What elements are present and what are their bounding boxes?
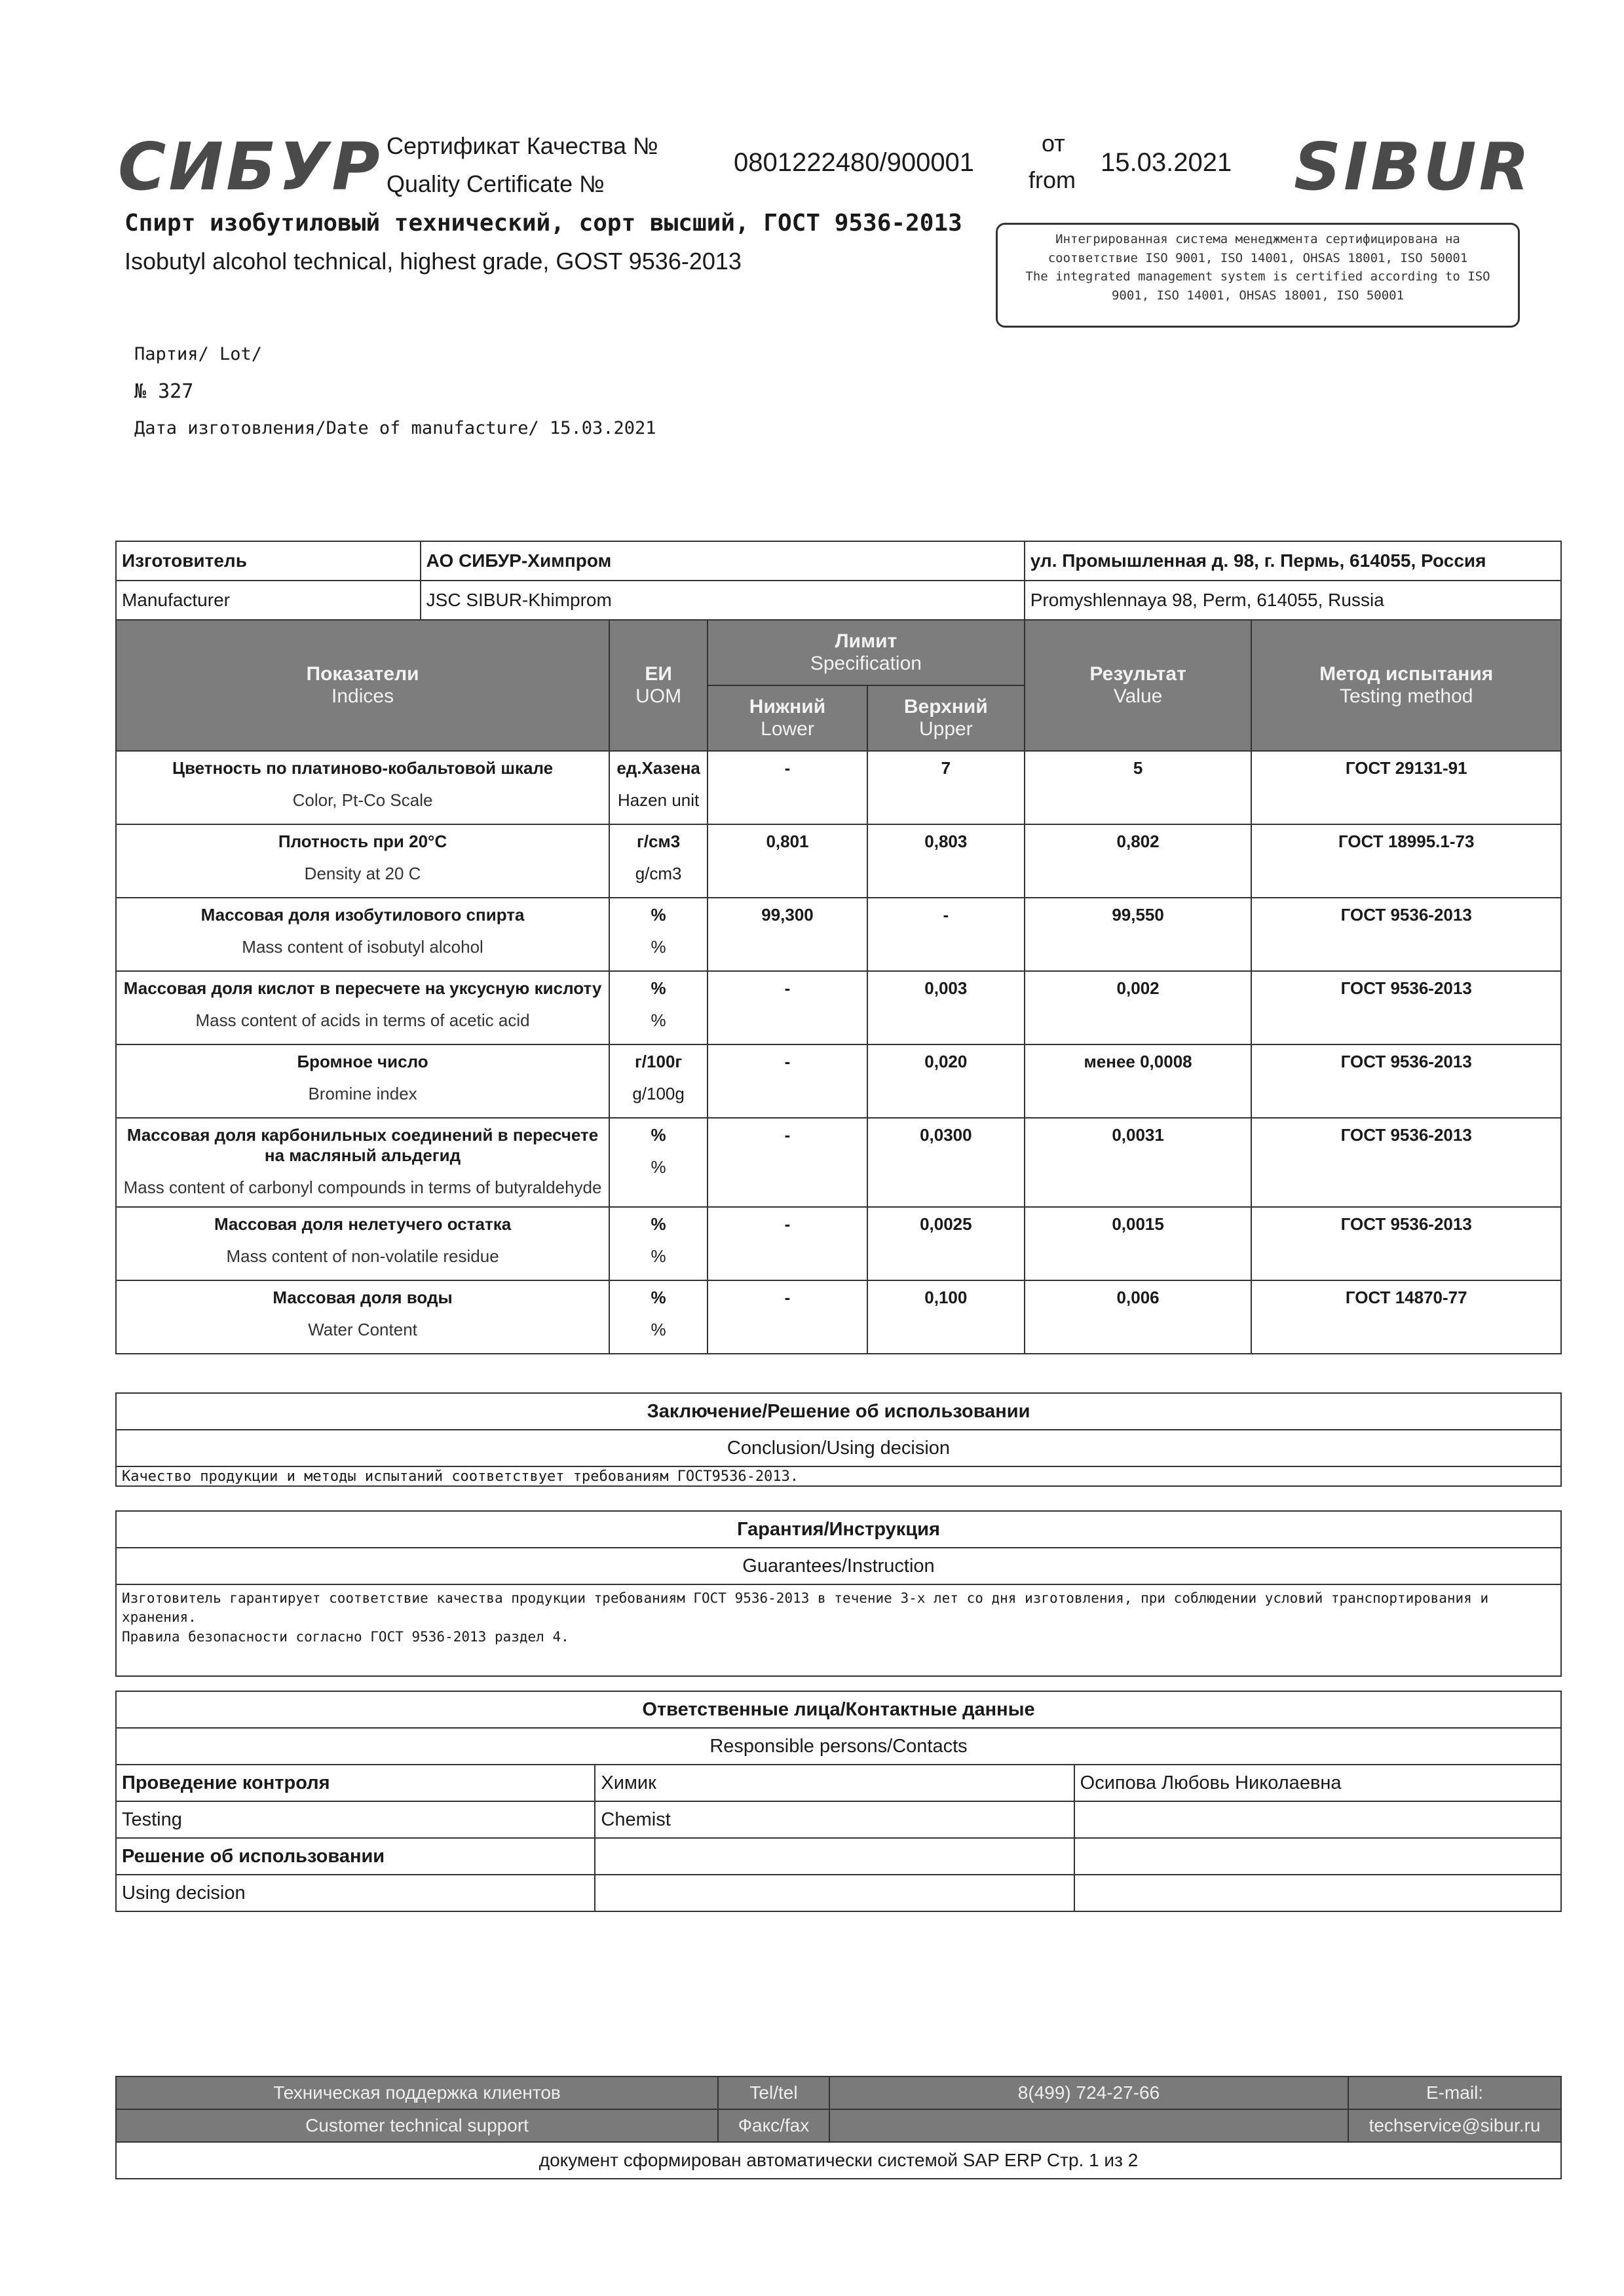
upper-cell bbox=[867, 1207, 1025, 1280]
header-uom-en: UOM bbox=[635, 685, 682, 707]
index-cell bbox=[116, 971, 609, 1044]
method-cell bbox=[1251, 1280, 1561, 1354]
table-row bbox=[116, 1280, 1561, 1354]
testing-label-ru: Проведение контроля bbox=[116, 1765, 595, 1801]
manufacturer-name-ru: АО СИБУР-Химпром bbox=[421, 541, 1025, 581]
index-cell bbox=[116, 1280, 609, 1354]
result-value: 5 bbox=[1133, 758, 1143, 778]
cert-number: 0801222480/900001 bbox=[734, 148, 975, 177]
manufacturer-row-en bbox=[116, 581, 1561, 620]
table-row bbox=[116, 824, 1561, 898]
table-row bbox=[116, 751, 1561, 824]
result-value: 99,550 bbox=[1112, 905, 1164, 925]
lower-value: - bbox=[784, 1288, 791, 1307]
manufacturer-label-en: Manufacturer bbox=[116, 581, 421, 620]
index-name-ru: Массовая доля кислот в пересчете на уксусную кислоту bbox=[123, 978, 602, 998]
value-cell bbox=[1025, 824, 1252, 898]
contacts-title-en: Responsible persons/Contacts bbox=[116, 1728, 1561, 1765]
lot-number: № 327 bbox=[134, 380, 194, 403]
email-label: E-mail: bbox=[1348, 2076, 1561, 2109]
empty-cell bbox=[595, 1875, 1074, 1911]
table-row bbox=[116, 898, 1561, 971]
uom-ru: г/100г bbox=[634, 1052, 683, 1071]
lower-value: - bbox=[784, 1125, 791, 1145]
method-value: ГОСТ 9536-2013 bbox=[1340, 978, 1472, 998]
uom-ru: % bbox=[651, 978, 666, 998]
manufacturer-address-ru: ул. Промышленная д. 98, г. Пермь, 614055, Россия bbox=[1025, 541, 1561, 581]
conclusion-text: Качество продукции и методы испытаний соответствует требованиям ГОСТ9536-2013. bbox=[116, 1466, 1561, 1486]
iso-certification-box bbox=[996, 223, 1520, 328]
method-value: ГОСТ 9536-2013 bbox=[1340, 1214, 1472, 1234]
upper-value: 0,0300 bbox=[920, 1125, 972, 1145]
result-value: 0,002 bbox=[1116, 978, 1160, 998]
uom-cell bbox=[609, 751, 708, 824]
index-cell bbox=[116, 1207, 609, 1280]
uom-ru: г/см3 bbox=[636, 832, 681, 851]
upper-value: 0,003 bbox=[924, 978, 968, 998]
index-cell bbox=[116, 1044, 609, 1118]
role-en: Chemist bbox=[595, 1801, 1074, 1838]
contacts-table bbox=[115, 1691, 1562, 1912]
header-upper-en: Upper bbox=[918, 718, 973, 740]
header-method-en: Testing method bbox=[1339, 685, 1473, 707]
header-indices-en: Indices bbox=[331, 685, 394, 707]
email-address[interactable]: techservice@sibur.ru bbox=[1348, 2109, 1561, 2142]
upper-cell bbox=[867, 1118, 1025, 1207]
method-value: ГОСТ 29131-91 bbox=[1345, 758, 1467, 778]
uom-cell bbox=[609, 1280, 708, 1354]
header-limit-en: Specification bbox=[810, 653, 922, 674]
index-name-en: Mass content of carbonyl compounds in terms of butyraldehyde bbox=[123, 1177, 602, 1197]
lower-cell bbox=[708, 824, 867, 898]
conclusion-title-en: Conclusion/Using decision bbox=[116, 1430, 1561, 1466]
header-upper bbox=[867, 685, 1025, 751]
index-cell bbox=[116, 898, 609, 971]
upper-value: 0,100 bbox=[924, 1288, 968, 1307]
manufacturer-name-en: JSC SIBUR-Khimprom bbox=[421, 581, 1025, 620]
header-limit-ru: Лимит bbox=[835, 630, 897, 652]
uom-en: % bbox=[651, 1010, 666, 1030]
cert-title-ru: Сертификат Качества № bbox=[387, 132, 658, 159]
empty-cell bbox=[595, 1838, 1074, 1875]
lower-value: - bbox=[784, 1052, 791, 1071]
tel-number[interactable]: 8(499) 724-27-66 bbox=[829, 2076, 1348, 2109]
index-name-ru: Массовая доля нелетучего остатка bbox=[214, 1214, 512, 1234]
header-uom-ru: ЕИ bbox=[645, 663, 672, 685]
header-method bbox=[1251, 620, 1561, 751]
uom-cell bbox=[609, 1207, 708, 1280]
indices-table bbox=[115, 619, 1562, 1354]
lower-cell bbox=[708, 1207, 867, 1280]
lower-value: - bbox=[784, 1214, 791, 1234]
table-row bbox=[116, 1207, 1561, 1280]
lower-cell bbox=[708, 898, 867, 971]
method-value: ГОСТ 14870-77 bbox=[1345, 1288, 1467, 1307]
value-cell bbox=[1025, 1280, 1252, 1354]
uom-cell bbox=[609, 1044, 708, 1118]
upper-value: 7 bbox=[941, 758, 951, 778]
upper-cell bbox=[867, 1044, 1025, 1118]
value-cell bbox=[1025, 898, 1252, 971]
method-cell bbox=[1251, 1118, 1561, 1207]
upper-cell bbox=[867, 971, 1025, 1044]
result-value: 0,0031 bbox=[1112, 1125, 1164, 1145]
cert-title-en: Quality Certificate № bbox=[387, 170, 605, 197]
lower-value: 99,300 bbox=[761, 905, 814, 925]
cert-date: 15.03.2021 bbox=[1101, 148, 1232, 177]
lower-value: - bbox=[784, 978, 791, 998]
upper-value: 0,0025 bbox=[920, 1214, 972, 1234]
lower-value: - bbox=[784, 758, 791, 778]
uom-en: g/100g bbox=[632, 1084, 685, 1103]
fax-number bbox=[829, 2109, 1348, 2142]
empty-cell bbox=[1074, 1801, 1561, 1838]
manufacture-date: Дата изготовления/Date of manufacture/ 15.03.2021 bbox=[134, 418, 656, 438]
upper-cell bbox=[867, 751, 1025, 824]
header-indices-ru: Показатели bbox=[306, 663, 419, 685]
guarantee-title-en: Guarantees/Instruction bbox=[116, 1548, 1561, 1584]
guarantee-text bbox=[116, 1584, 1561, 1676]
lower-cell bbox=[708, 1280, 867, 1354]
uom-cell bbox=[609, 898, 708, 971]
method-value: ГОСТ 9536-2013 bbox=[1340, 1125, 1472, 1145]
index-cell bbox=[116, 1118, 609, 1207]
decision-label-ru: Решение об использовании bbox=[116, 1838, 595, 1875]
upper-value: 0,020 bbox=[924, 1052, 968, 1071]
uom-ru: % bbox=[651, 1214, 666, 1234]
fax-label: Факс/fax bbox=[718, 2109, 829, 2142]
lower-value: 0,801 bbox=[766, 832, 809, 851]
index-name-ru: Массовая доля карбонильных соединений в пересчете на масляный альдегид bbox=[126, 1125, 599, 1165]
uom-ru: % bbox=[651, 1288, 666, 1307]
header-value-en: Value bbox=[1113, 685, 1163, 707]
uom-ru: % bbox=[651, 1125, 666, 1145]
lower-cell bbox=[708, 1044, 867, 1118]
index-name-en: Water Content bbox=[308, 1320, 417, 1339]
method-cell bbox=[1251, 1044, 1561, 1118]
index-name-ru: Бромное число bbox=[297, 1052, 428, 1071]
result-value: 0,802 bbox=[1116, 832, 1160, 851]
table-row bbox=[116, 1044, 1561, 1118]
method-cell bbox=[1251, 971, 1561, 1044]
uom-cell bbox=[609, 824, 708, 898]
contacts-title-ru: Ответственные лица/Контактные данные bbox=[116, 1691, 1561, 1728]
header-value bbox=[1025, 620, 1252, 751]
conclusion-table bbox=[115, 1392, 1562, 1487]
method-cell bbox=[1251, 1207, 1561, 1280]
upper-cell bbox=[867, 898, 1025, 971]
index-cell bbox=[116, 751, 609, 824]
guarantee-text-2: Правила безопасности согласно ГОСТ 9536-2013 раздел 4. bbox=[122, 1628, 569, 1645]
table-row bbox=[116, 971, 1561, 1044]
iso-text-ru: Интегрированная система менеджмента сертифицирована на соответствие ISO 9001, ISO 14001, OHSAS 18001, ISO 50001 bbox=[1048, 232, 1468, 265]
conclusion-title-ru: Заключение/Решение об использовании bbox=[116, 1393, 1561, 1430]
generated-note: документ сформирован автоматически системой SAP ERP Стр. 1 из 2 bbox=[116, 2142, 1561, 2179]
footer-table bbox=[115, 2076, 1562, 2179]
index-name-en: Bromine index bbox=[308, 1084, 417, 1103]
manufacturer-label-ru: Изготовитель bbox=[116, 541, 421, 581]
sibur-ru-logo: СИБУР bbox=[118, 128, 383, 205]
header-indices bbox=[116, 620, 609, 751]
lower-cell bbox=[708, 971, 867, 1044]
product-name-en: Isobutyl alcohol technical, highest grade, GOST 9536-2013 bbox=[124, 248, 742, 275]
uom-ru: % bbox=[651, 905, 666, 925]
guarantee-text-1: Изготовитель гарантирует соответствие качества продукции требованиям ГОСТ 9536-2013 в течение 3-х лет со дня изготовления, при соблюдении условий транспортирования и хранения. bbox=[122, 1590, 1489, 1626]
value-cell bbox=[1025, 751, 1252, 824]
manufacturer-address-en: Promyshlennaya 98, Perm, 614055, Russia bbox=[1025, 581, 1561, 620]
method-cell bbox=[1251, 898, 1561, 971]
upper-value: - bbox=[943, 905, 949, 925]
value-cell bbox=[1025, 1207, 1252, 1280]
header-lower-en: Lower bbox=[761, 718, 814, 740]
index-cell bbox=[116, 824, 609, 898]
product-name-ru: Спирт изобутиловый технический, сорт высший, ГОСТ 9536-2013 bbox=[124, 210, 962, 237]
lower-cell bbox=[708, 751, 867, 824]
index-name-en: Mass content of non-volatile residue bbox=[226, 1246, 499, 1266]
header-method-ru: Метод испытания bbox=[1319, 663, 1494, 685]
testing-label-en: Testing bbox=[116, 1801, 595, 1838]
empty-cell bbox=[1074, 1838, 1561, 1875]
uom-en: Hazen unit bbox=[617, 790, 700, 810]
index-name-en: Mass content of acids in terms of acetic acid bbox=[195, 1010, 530, 1030]
uom-cell bbox=[609, 1118, 708, 1207]
uom-en: % bbox=[651, 1157, 666, 1177]
result-value: 0,006 bbox=[1116, 1288, 1160, 1307]
header-lower-ru: Нижний bbox=[749, 696, 826, 718]
upper-value: 0,803 bbox=[924, 832, 968, 851]
uom-cell bbox=[609, 971, 708, 1044]
support-label-en: Customer technical support bbox=[116, 2109, 718, 2142]
lot-label: Партия/ Lot/ bbox=[134, 344, 263, 364]
method-value: ГОСТ 18995.1-73 bbox=[1338, 832, 1475, 851]
uom-en: g/cm3 bbox=[635, 864, 682, 883]
header-lower bbox=[708, 685, 867, 751]
index-name-en: Color, Pt-Co Scale bbox=[292, 790, 433, 810]
uom-en: % bbox=[651, 1320, 666, 1339]
uom-en: % bbox=[651, 1246, 666, 1266]
decision-label-en: Using decision bbox=[116, 1875, 595, 1911]
method-value: ГОСТ 9536-2013 bbox=[1340, 1052, 1472, 1071]
index-name-ru: Плотность при 20°С bbox=[278, 832, 447, 851]
from-ru: от bbox=[1042, 130, 1065, 157]
method-value: ГОСТ 9536-2013 bbox=[1340, 905, 1472, 925]
iso-text-en: The integrated management system is certified according to ISO 9001, ISO 14001, OHSAS 18001, ISO 50001 bbox=[1025, 269, 1490, 303]
index-name-ru: Цветность по платиново-кобальтовой шкале bbox=[172, 758, 554, 778]
method-cell bbox=[1251, 751, 1561, 824]
header-value-ru: Результат bbox=[1089, 663, 1186, 685]
sibur-en-logo: SIBUR bbox=[1294, 128, 1532, 205]
guarantee-table bbox=[115, 1510, 1562, 1677]
uom-en: % bbox=[651, 937, 666, 957]
upper-cell bbox=[867, 824, 1025, 898]
uom-ru: ед.Хазена bbox=[616, 758, 700, 778]
index-name-ru: Массовая доля воды bbox=[273, 1288, 453, 1307]
manufacturer-table bbox=[115, 541, 1562, 621]
table-row bbox=[116, 1118, 1561, 1207]
index-name-ru: Массовая доля изобутилового спирта bbox=[200, 905, 525, 925]
value-cell bbox=[1025, 971, 1252, 1044]
result-value: 0,0015 bbox=[1112, 1214, 1164, 1234]
index-name-en: Density at 20 C bbox=[304, 864, 421, 883]
support-label-ru: Техническая поддержка клиентов bbox=[116, 2076, 718, 2109]
empty-cell bbox=[1074, 1875, 1561, 1911]
header-limit bbox=[708, 620, 1025, 685]
method-cell bbox=[1251, 824, 1561, 898]
header-upper-ru: Верхний bbox=[903, 696, 988, 718]
manufacturer-row-ru bbox=[116, 541, 1561, 581]
index-name-en: Mass content of isobutyl alcohol bbox=[242, 937, 483, 957]
tel-label: Tel/tel bbox=[718, 2076, 829, 2109]
role-ru: Химик bbox=[595, 1765, 1074, 1801]
value-cell bbox=[1025, 1044, 1252, 1118]
header-uom bbox=[609, 620, 708, 751]
guarantee-title-ru: Гарантия/Инструкция bbox=[116, 1511, 1561, 1548]
result-value: менее 0,0008 bbox=[1084, 1052, 1192, 1071]
from-en: from bbox=[1029, 166, 1076, 193]
responsible-person: Осипова Любовь Николаевна bbox=[1074, 1765, 1561, 1801]
lower-cell bbox=[708, 1118, 867, 1207]
value-cell bbox=[1025, 1118, 1252, 1207]
upper-cell bbox=[867, 1280, 1025, 1354]
